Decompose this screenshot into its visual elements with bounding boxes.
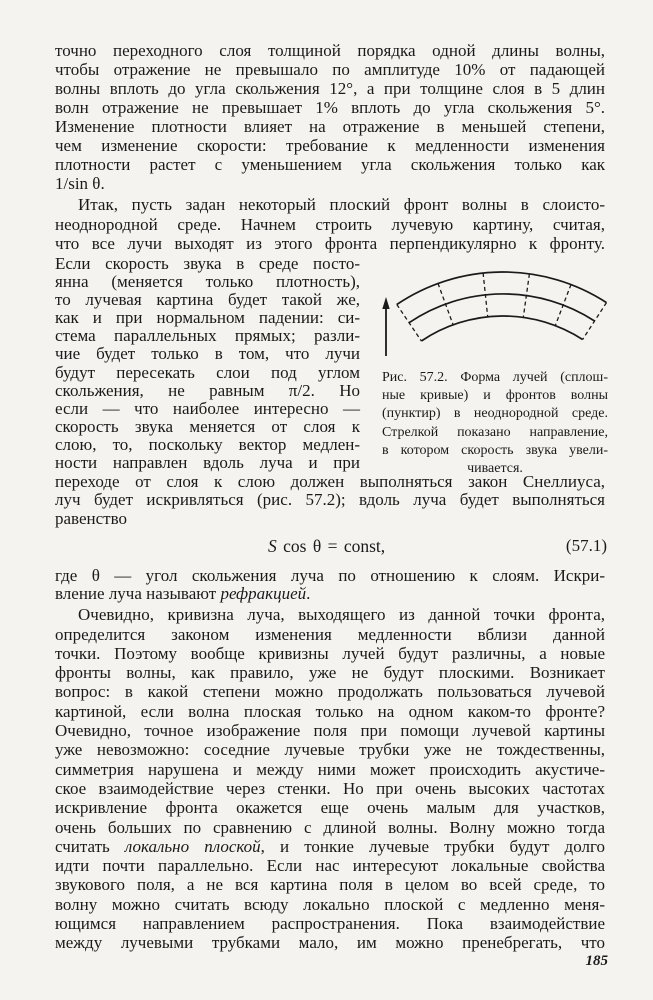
italic-term: локально плоской <box>124 836 261 856</box>
text-line: чем изменение скорости: требование к медленности изменения <box>55 135 605 155</box>
text-line: переходе от слоя к слою должен выполняться закон Снеллиуса, <box>55 471 605 491</box>
text-line: луч будет искривляться (рис. 57.2); вдоль луча будет выполняться <box>55 490 605 510</box>
text-line: как и при нормальном падении: си- <box>55 308 360 328</box>
equation-formula <box>268 536 385 556</box>
ray-curve-inner <box>421 316 582 341</box>
text-line: вопрос: в какой степени можно продолжать пользоваться лучевой <box>55 682 605 702</box>
page-number: 185 <box>585 953 608 969</box>
text-line: волну можно считать всюду локально плоской с медленно меня- <box>55 894 605 914</box>
text-line: янна (меняется только плотность), <box>55 272 360 292</box>
text-line: 1/sin θ. <box>55 173 105 193</box>
wavefront-dashed-line <box>397 305 422 342</box>
text-line: чтобы отражение не превышало по амплитуде 10% от падающей <box>55 59 605 79</box>
text-line: симметрия нарушена и между ними может происходить акустиче- <box>55 759 605 779</box>
text-line: Если скорость звука в среде посто- <box>55 254 360 273</box>
caption-line: Рис. 57.2. Форма лучей (сплош- <box>382 370 608 385</box>
text-line <box>55 585 605 603</box>
text-line: искривление фронта окажется еще очень малым для участков, <box>55 798 605 818</box>
text-line: волн отражение не превышает 1% вплоть до угла скольжения 5°. <box>55 97 605 117</box>
text-line: что все лучи выходят из этого фронта перпендикулярно к фронту. <box>55 234 605 254</box>
text-line: ющимся направлением распространения. Пока взаимодействие <box>55 914 605 934</box>
text-line: между лучевыми трубками мало, им можно пренебрегать, что <box>55 933 605 953</box>
equation-body: cos θ = const, <box>276 536 386 556</box>
caption-line: в котором скорость звука увели- <box>382 442 608 458</box>
text-line: будут пересекать слои под углом <box>55 362 360 382</box>
text-line: то лучевая картина будет такой же, <box>55 290 360 310</box>
text-segment: считать <box>55 836 125 856</box>
wavefront-dashed-line <box>438 283 453 324</box>
paragraph-ray-picture-wrap <box>55 255 360 472</box>
text-line: идти почти параллельно. Если нас интересуют локальные свойства <box>55 856 605 876</box>
ray-curve-outer <box>397 272 607 305</box>
text-line: скольжения, не равным π/2. Но <box>55 380 360 400</box>
text-segment: , и тонкие лучевые трубки будут долго <box>260 836 605 856</box>
text-line: где θ — угол скольжения луча по отношению к слоям. Искри- <box>55 566 605 585</box>
paragraph-refraction <box>55 567 605 603</box>
text-line: очень больших по сравнению с длиной волны. Волну можно тогда <box>55 817 605 837</box>
text-line: если — что наиболее интересно — <box>55 398 360 418</box>
text-line: чие будет только в том, что лучи <box>55 344 360 364</box>
text-line: волны вплоть до угла скольжения 12°, а при толщине слоя в 5 длин <box>55 78 605 98</box>
paragraph-ray-picture-end <box>55 473 605 529</box>
caption-line: Стрелкой показано направление, <box>382 424 608 440</box>
caption-line: (пунктир) в неоднородной среде. <box>382 406 608 422</box>
text-line: Изменение плотности влияет на отражение в меньшей степени, <box>55 116 605 136</box>
text-line: Очевидно, кривизна луча, выходящего из данной точки фронта, <box>78 605 605 625</box>
text-line: картиной, если волна плоская только на одном каком-то фронте? <box>55 701 605 721</box>
text-line: ности направлен вдоль луча и при <box>55 453 360 473</box>
paragraph-ray-picture <box>55 195 605 254</box>
text-line: Очевидно, точное изображение поля при помощи лучевой картины <box>55 721 605 741</box>
text-line: плотности растет с уменьшением угла скольжения только как <box>55 154 605 174</box>
text-segment: . <box>306 584 311 603</box>
figure-57-2-ray-diagram <box>378 266 613 366</box>
text-line: равенство <box>55 508 128 528</box>
caption-line: ные кривые) и фронтов волны <box>382 388 608 404</box>
wavefront-dashed-line <box>555 285 571 326</box>
text-line: фронты волны, как правило, уже не будут плоскими. Возникает <box>55 663 605 683</box>
text-line: скорость звука меняется от слоя к <box>55 416 360 436</box>
paragraph-reflection-layer <box>55 41 605 193</box>
italic-term: рефракцией <box>220 584 307 603</box>
text-line <box>55 837 605 856</box>
caption-line: чивается. <box>467 461 523 477</box>
text-line: Итак, пусть задан некоторый плоский фронт волны в слоисто- <box>78 195 605 215</box>
text-line: неоднородной среде. Начнем строить лучевую картину, считая, <box>55 214 605 234</box>
arrow-up-icon <box>382 297 389 309</box>
text-line: точно переходного слоя толщиной порядка одной длины волны, <box>55 40 605 60</box>
text-line: уже невозможно: соседние лучевые трубки уже не тождественны, <box>55 740 605 760</box>
wavefront-dashed-line <box>583 303 607 340</box>
text-line: стема параллельных прямых; разли- <box>55 326 360 346</box>
equation-variable: S <box>268 536 277 556</box>
text-line: звукового поля, а не вся картина поля в целом во всей среде, то <box>55 875 605 895</box>
text-line: ское взаимодействие через стенки. Но при очень высоких частотах <box>55 778 605 798</box>
text-line: определится законом изменения медленности вблизи данной <box>55 624 605 644</box>
equation-number: (57.1) <box>565 536 607 555</box>
ray-curve-middle <box>409 294 594 323</box>
paragraph-ray-curvature <box>55 605 605 952</box>
text-line: слою, то, поскольку вектор медлен- <box>55 434 360 454</box>
figure-caption <box>382 369 608 478</box>
text-segment: вление луча называют <box>55 584 221 603</box>
text-line: точки. Поэтому вообще кривизны лучей будут различны, а новые <box>55 643 605 663</box>
